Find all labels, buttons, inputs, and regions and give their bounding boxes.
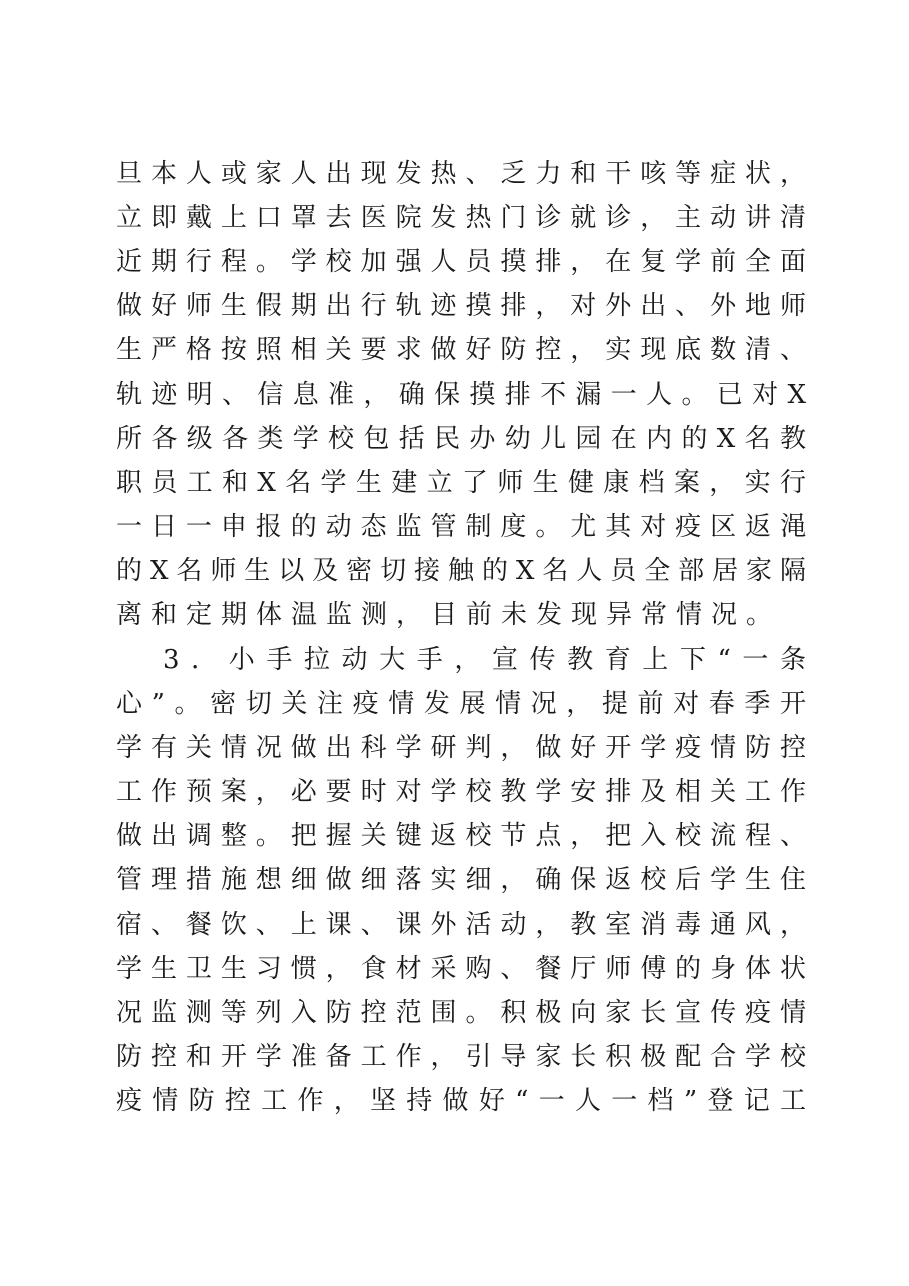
text-line: 工作预案，必要时对学校教学安排及相关工作: [116, 777, 806, 807]
text-line: 的X名师生以及密切接触的X名人员全部居家隔: [116, 556, 806, 586]
text-line: 宿、餐饮、上课、课外活动，教室消毒通风，: [116, 910, 806, 940]
text-line: 所各级各类学校包括民办幼儿园在内的X名教: [116, 424, 806, 454]
text-line: 做好师生假期出行轨迹摸排，对外出、外地师: [116, 291, 806, 321]
text-line: 职员工和X名学生建立了师生健康档案，实行: [116, 468, 806, 498]
text-line: 做出调整。把握关键返校节点，把入校流程、: [116, 821, 806, 851]
text-line: 生严格按照相关要求做好防控，实现底数清、: [116, 335, 806, 365]
text-line: 心”。密切关注疫情发展情况，提前对春季开: [116, 689, 806, 719]
text-line: 轨迹明、信息准，确保摸排不漏一人。已对X: [116, 380, 806, 410]
text-line: 一日一申报的动态监管制度。尤其对疫区返渑: [116, 512, 806, 542]
text-line: 学生卫生习惯，食材采购、餐厅师傅的身体状: [116, 954, 806, 984]
text-line: 疫情防控工作，坚持做好“一人一档”登记工: [116, 1086, 806, 1116]
text-line: 近期行程。学校加强人员摸排，在复学前全面: [116, 247, 806, 277]
text-line: 旦本人或家人出现发热、乏力和干咳等症状，: [116, 159, 806, 189]
text-line: 况监测等列入防控范围。积极向家长宣传疫情: [116, 998, 806, 1028]
text-line: 立即戴上口罩去医院发热门诊就诊，主动讲清: [116, 203, 806, 233]
paragraph-start-line: 3．小手拉动大手，宣传教育上下“一条: [163, 645, 806, 675]
paragraph-last-line: 离和定期体温监测，目前未发现异常情况。: [116, 600, 782, 630]
text-line: 学有关情况做出科学研判，做好开学疫情防控: [116, 733, 806, 763]
text-line: 防控和开学准备工作，引导家长积极配合学校: [116, 1042, 806, 1072]
text-line: 管理措施想细做细落实细，确保返校后学生住: [116, 865, 806, 895]
